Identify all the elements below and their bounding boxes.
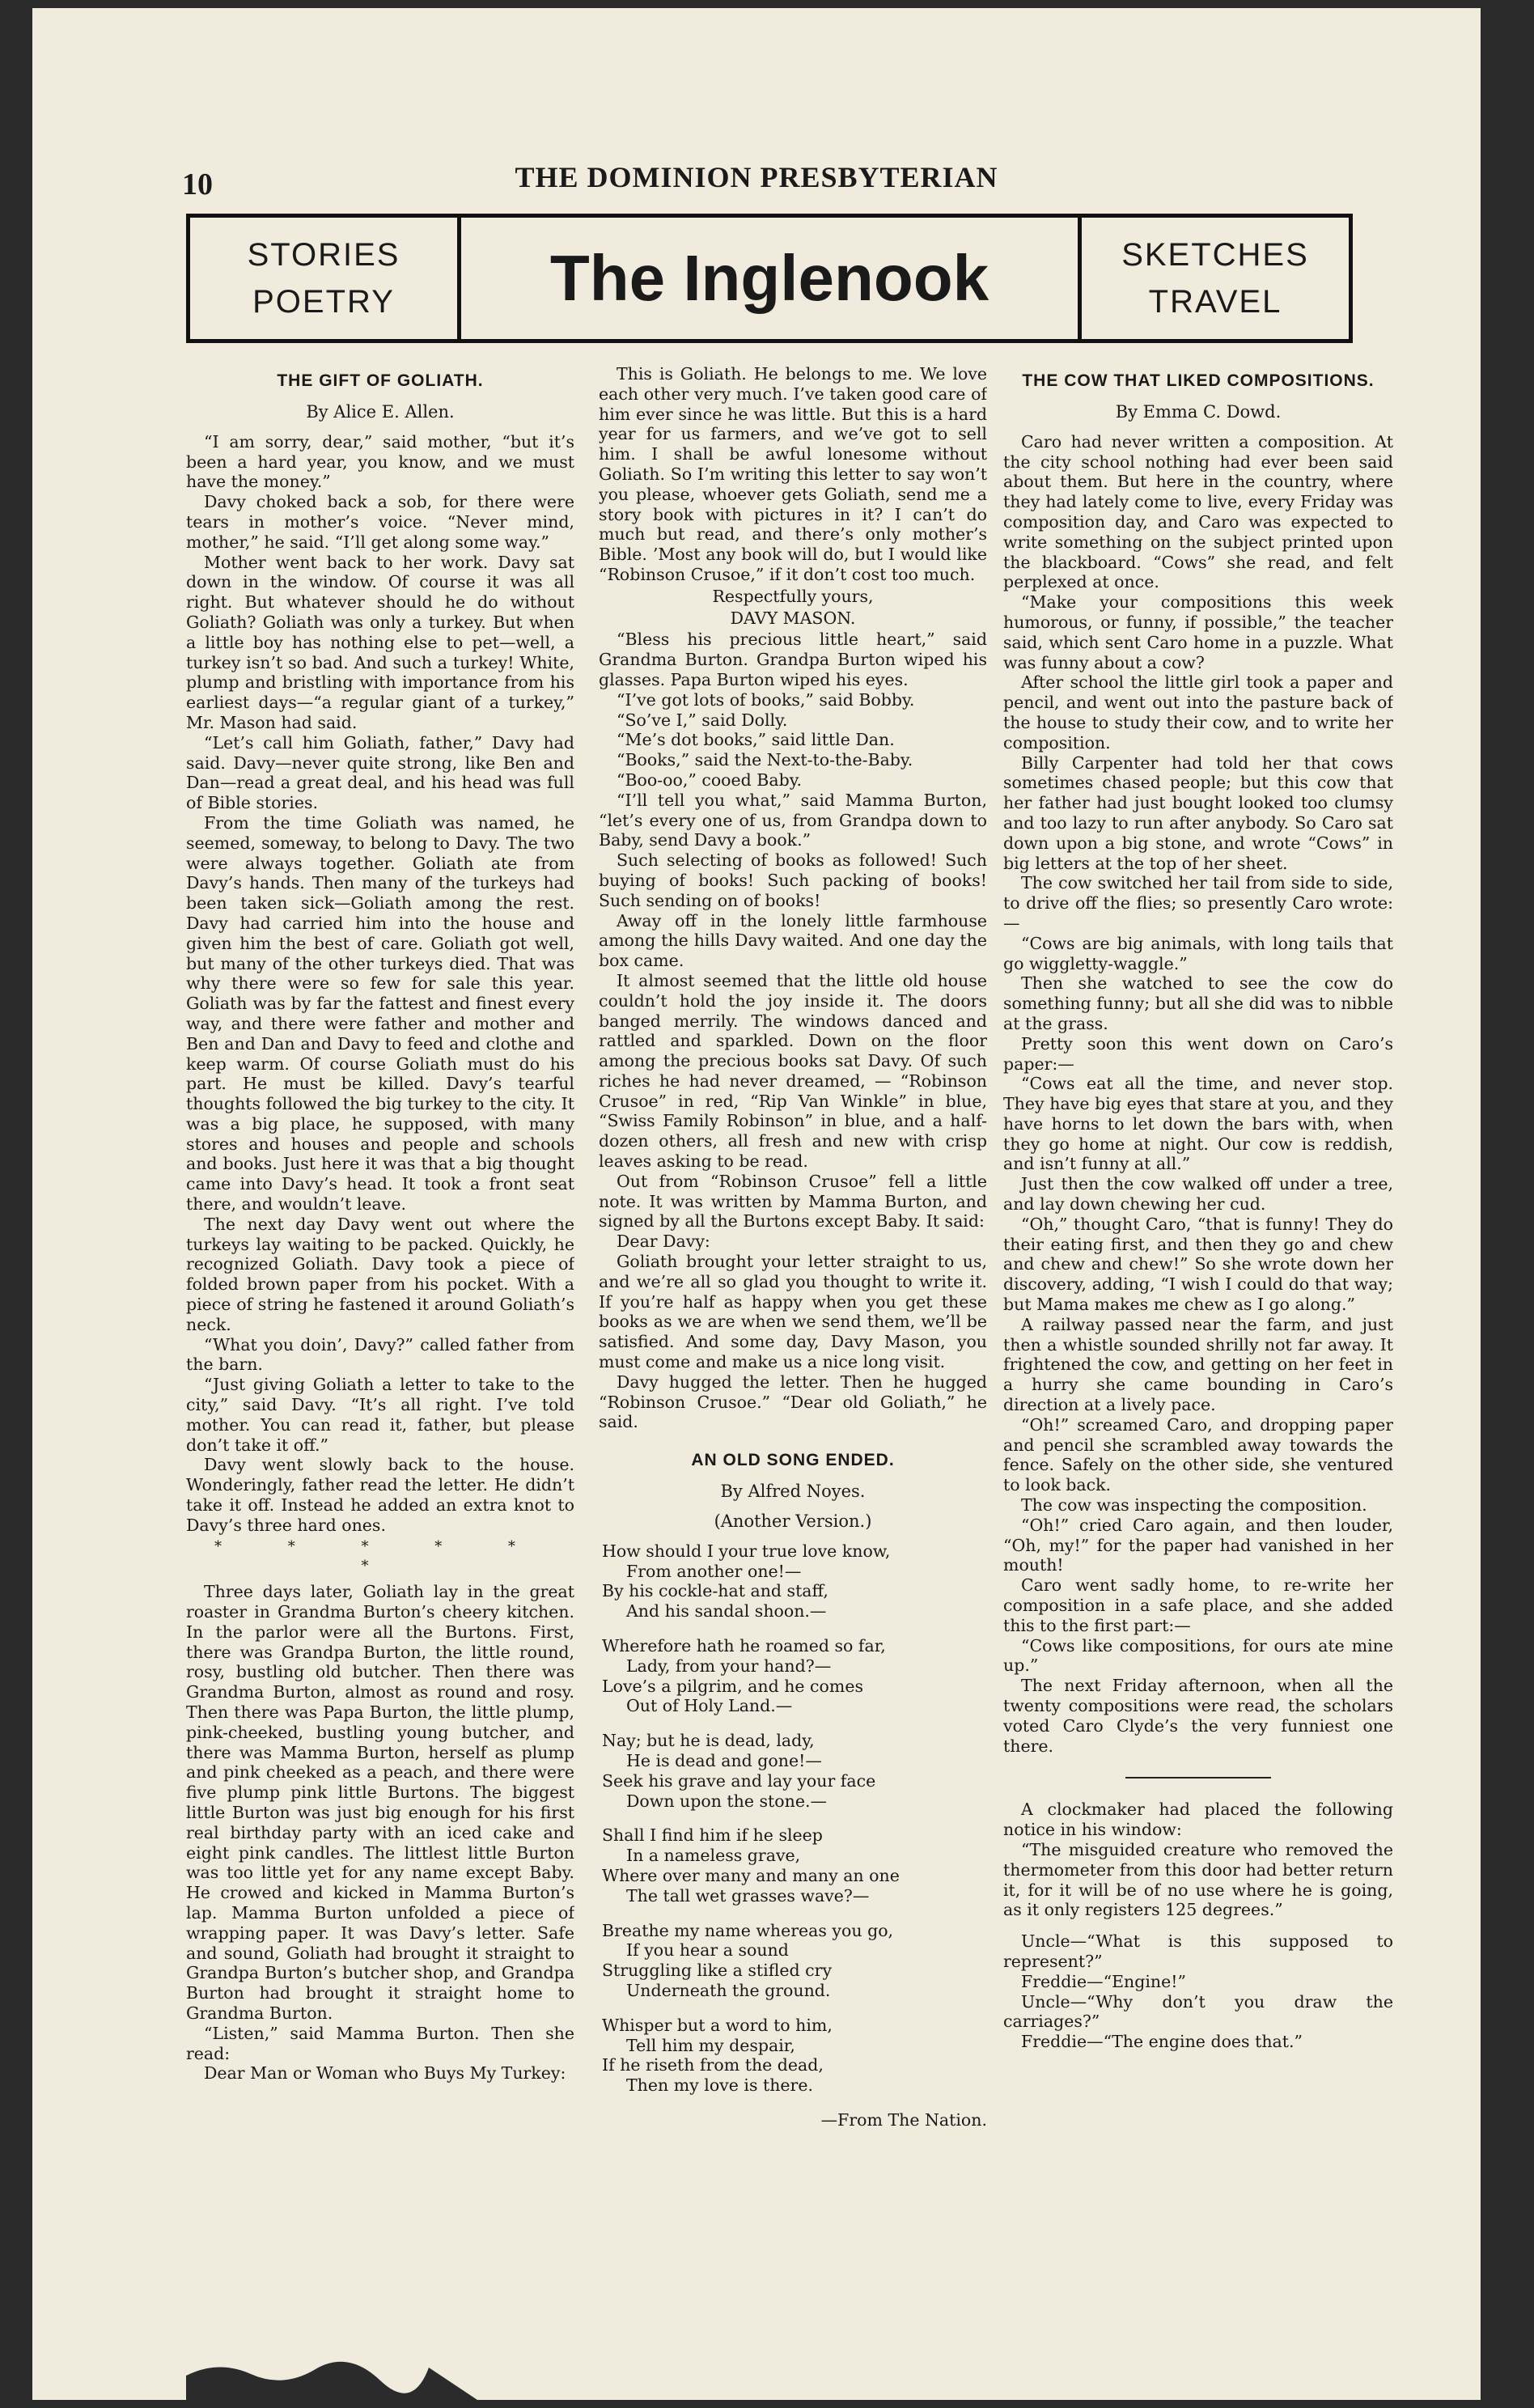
paragraph: “I am sorry, dear,” said mother, “but it’s been a hard year, you know, and we must have the money.” <box>186 431 574 492</box>
spacer <box>599 1432 987 1444</box>
poem-line: Underneath the ground. <box>626 1980 831 2000</box>
paragraph: Pretty soon this went down on Caro’s paper:— <box>1003 1033 1393 1074</box>
paragraph: “Books,” said the Next-to-the-Baby. <box>617 750 913 770</box>
paragraph: Caro went sadly home, to re-write her composition in a safe place, and she added this to the first part:— <box>1003 1575 1393 1635</box>
spacer <box>1003 1920 1393 1931</box>
poem-stanza <box>602 1825 987 1906</box>
newspaper-page <box>32 8 1481 2400</box>
paragraph: “Cows are big animals, with long tails that go wiggletty-waggle.” <box>1003 933 1393 973</box>
paragraph: “Let’s call him Goliath, father,” Davy had said. Davy—never quite strong, like Ben and Dan—read a great deal, and his head was full of Bible stories. <box>186 732 574 813</box>
paragraph: “Just giving Goliath a letter to take to the city,” said Davy. “It’s all right. I’ve told mother. You can read it, father, but please don’t take it off.” <box>186 1375 574 1455</box>
article-heading: THE COW THAT LIKED COMPOSITIONS. <box>1022 371 1375 390</box>
paragraph: Dear Davy: <box>617 1232 710 1252</box>
paragraph: This is Goliath. He belongs to me. We love each other very much. I’ve taken good care of him ever since he was little. But this is a hard year for us farmers, and we’ve got to sell him. I shall be awful lonesome without Goliath. So I’m writing this letter to say won’t you please, whoever gets Goliath, send me a story book with pictures in it? I can’t do much but read, and there’s only mother’s Bible. ’Most any book will do, but I would like “Robinson Crusoe,” if it don’t cost too much. <box>599 364 987 584</box>
letter-signoff: DAVY MASON. <box>730 608 856 628</box>
column-1 <box>186 364 574 2330</box>
paragraph: Davy hugged the letter. Then he hugged “Robinson Crusoe.” “Dear old Goliath,” he said. <box>599 1371 987 1432</box>
paragraph: “The misguided creature who removed the thermometer from this door had better return it, for it will be of no use where he is going, as it only registers 125 degrees.” <box>1003 1839 1393 1920</box>
banner-right <box>1078 218 1349 339</box>
section-title: The Inglenook <box>549 242 989 314</box>
paragraph: The cow was inspecting the composition. <box>1021 1495 1367 1516</box>
poem-line: Tell him my despair, <box>626 2035 795 2055</box>
paragraph: Mother went back to her work. Davy sat down in the window. Of course it was all right. But whatever should he do without Goliath? Goliath was only a turkey. But when a little boy has nothing else to pet—well, a turkey isn’t so bad. And such a turkey! White, plump and bristling with importance from his earliest days—“a regular giant of a turkey,” Mr. Mason had said. <box>186 552 574 732</box>
paragraph: Davy choked back a sob, for there were tears in mother’s voice. “Never mind, mother,” he said. “I’ll get along some way.” <box>186 492 574 552</box>
banner-left-line-1: STORIES <box>247 237 400 273</box>
paragraph: Davy went slowly back to the house. Wonderingly, father read the letter. He didn’t take it off. Instead he added an extra knot to Davy’s three hard ones. <box>186 1455 574 1535</box>
paragraph: “So’ve I,” said Dolly. <box>617 710 788 730</box>
column-3 <box>1003 364 1393 2330</box>
paragraph: From the time Goliath was named, he seemed, someway, to belong to Davy. The two were always together. Goliath ate from Davy’s hands. Then many of the turkeys had been taken sick—Goliath among the rest. Davy had carried him into the house and given him the best of care. Goliath got well, but many of the other turkeys died. That was why there were so few for sale this year. Goliath was by far the fattest and finest every way, and there were father and mother and Ben and Dan and Davy to feed and clothe and keep warm. Of course Goliath must do his part. He must be killed. Davy’s tearful thoughts followed the big turkey to the city. It was a big place, he supposed, with many stores and houses and people and schools and books. Just here it was that a big thought came into Davy’s head. It took a front seat there, and wouldn’t leave. <box>186 812 574 1215</box>
paragraph: “I’ve got lots of books,” said Bobby. <box>617 689 915 710</box>
paragraph: “Oh!” screamed Caro, and dropping paper and pencil she scrambled away towards the fence. Safely on the other side, she ventured to look back. <box>1003 1414 1393 1495</box>
paragraph: Dear Man or Woman who Buys My Turkey: <box>204 2063 566 2084</box>
poem-line: How should I your true love know, <box>602 1541 891 1561</box>
paragraph: “Boo-oo,” cooed Baby. <box>617 769 803 790</box>
poem-line: From another one!— <box>626 1561 802 1581</box>
banner-right-line-2: TRAVEL <box>1148 284 1282 320</box>
paragraph: Goliath brought your letter straight to us, and we’re all so glad you thought to write it. If you’re half as happy when you get these books as we are when we send them, we’ll be satisfied. And some day, Davy Mason, you must come and make us a nice long visit. <box>599 1252 987 1372</box>
page-number: 10 <box>182 167 213 201</box>
byline: By Emma C. Dowd. <box>1115 402 1282 422</box>
poem-line: Wherefore hath he roamed so far, <box>602 1636 886 1656</box>
paragraph: The cow switched her tail from side to side, to drive off the flies; so presently Caro wrote:— <box>1003 873 1393 933</box>
article-heading: AN OLD SONG ENDED. <box>691 1451 895 1470</box>
paragraph: A clockmaker had placed the following notice in his window: <box>1003 1800 1393 1840</box>
paragraph: Freddie—“The engine does that.” <box>1021 2032 1303 2052</box>
paragraph: “Cows eat all the time, and never stop. They have big eyes that stare at you, and they have horns to let down the bars with, when they go home at night. Our cow is reddish, and isn’t funny at all.” <box>1003 1074 1393 1174</box>
paragraph: “Cows like compositions, for ours ate mine up.” <box>1003 1635 1393 1676</box>
poem-stanza <box>602 1636 987 1716</box>
poem-line: Then my love is there. <box>626 2075 814 2096</box>
poem-line: Where over many and many an one <box>602 1865 900 1885</box>
byline: By Alice E. Allen. <box>306 402 455 422</box>
byline: (Another Version.) <box>714 1511 872 1532</box>
running-head: THE DOMINION PRESBYTERIAN <box>515 161 998 193</box>
poem-line: Love’s a pilgrim, and he comes <box>602 1676 863 1696</box>
section-banner <box>186 214 1353 343</box>
paragraph: Caro had never written a composition. At the city school nothing had ever been said about them. But here in the country, where they had lately come to live, every Friday was composition day, and Caro was expected to write something on the subject printed upon the blackboard. “Cows” she read, and felt perplexed at once. <box>1003 431 1393 592</box>
poem-line: In a nameless grave, <box>626 1846 801 1866</box>
paragraph: “I’ll tell you what,” said Mamma Burton, “let’s every one of us, from Grandpa down to Baby, send Davy a book.” <box>599 790 987 850</box>
poem-line: Nay; but he is dead, lady, <box>602 1731 815 1751</box>
poem-line: If you hear a sound <box>626 1940 789 1961</box>
paragraph: Uncle—“Why don’t you draw the carriages?” <box>1003 1991 1393 2032</box>
paragraph: “Me’s dot books,” said little Dan. <box>617 730 895 750</box>
poem-line: He is dead and gone!— <box>626 1751 822 1770</box>
paragraph: “Make your compositions this week humorous, or funny, if possible,” the teacher said, which sent Caro home in a puzzle. What was funny about a cow? <box>1003 592 1393 672</box>
column-2 <box>599 364 987 2330</box>
paragraph: “Bless his precious little heart,” said Grandma Burton. Grandpa Burton wiped his glasses. Papa Burton wiped his eyes. <box>599 630 987 689</box>
paragraph: The next day Davy went out where the turkeys lay waiting to be packed. Quickly, he recognized Goliath. Davy took a piece of folded brown paper from his pocket. With a piece of string he fastened it around Goliath’s neck. <box>186 1214 574 1334</box>
banner-left-line-2: POETRY <box>252 284 395 320</box>
paragraph: “Listen,” said Mamma Burton. Then she read: <box>186 2023 574 2063</box>
paragraph: Just then the cow walked off under a tree, and lay down chewing her cud. <box>1003 1174 1393 1215</box>
paragraph: A railway passed near the farm, and just then a whistle sounded shrilly not far away. It frightened the cow, and getting on her feet in a hurry she came bounding in Caro’s direction at a lively pace. <box>1003 1314 1393 1415</box>
poem-stanza <box>602 1541 987 1622</box>
paragraph: The next Friday afternoon, when all the twenty compositions were read, the scholars voted Caro Clyde’s the very funniest one there. <box>1003 1676 1393 1756</box>
paragraph: “What you doin’, Davy?” called father from the barn. <box>186 1334 574 1375</box>
poem-line: Out of Holy Land.— <box>626 1696 793 1716</box>
byline: By Alfred Noyes. <box>720 1482 866 1502</box>
letter-signoff: Respectfully yours, <box>712 586 874 606</box>
poem-stanza <box>602 2016 987 2096</box>
poem-source: —From The Nation. <box>820 2109 987 2130</box>
paragraph: Three days later, Goliath lay in the great roaster in Grandma Burton’s cheery kitchen. In the parlor were all the Burtons. First, there was Grandpa Burton, the little round, rosy, bustling old butcher. Then there was Grandma Burton, almost as round and rosy. Then there was Papa Burton, the little plump, pink-cheeked, bustling young butcher, and there was Mamma Burton, herself as plump and pink cheeked as a peach, and there were five plump pink little Burtons. The biggest little Burton was just big enough for his first real birthday party with an iced cake and eight pink candles. The littlest little Burton was too little yet for any name except Baby. He crowed and kicked in Mamma Burton’s lap. Mamma Burton unfolded a piece of wrapping paper. It was Davy’s letter. Safe and sound, Goliath had brought it straight to Grandpa Burton’s butcher shop, and Grandpa Burton had brought it straight home to Grandma Burton. <box>186 1582 574 2023</box>
poem-line: Whisper but a word to him, <box>602 2015 833 2035</box>
section-break: * * * * * * <box>214 1537 546 1575</box>
article-heading: THE GIFT OF GOLIATH. <box>277 371 484 390</box>
torn-page-edge <box>186 2351 477 2400</box>
paragraph: Freddie—“Engine!” <box>1021 1971 1186 1991</box>
poem-line: Breathe my name whereas you go, <box>602 1920 894 1940</box>
paragraph: Billy Carpenter had told her that cows sometimes chased people; but this cow that her father had just bought looked too clumsy and too lazy to run after anybody. So Caro sat down upon a big stone, and wrote “Cows” in big letters at the top of her sheet. <box>1003 752 1393 873</box>
divider-rule <box>1125 1777 1271 1778</box>
banner-left <box>190 218 461 339</box>
poem-stanza <box>602 1731 987 1811</box>
paragraph: After school the little girl took a paper and pencil, and went out into the pasture back of the house to study their cow, and to write her composition. <box>1003 672 1393 752</box>
paragraph: Away off in the lonely little farmhouse among the hills Davy waited. And one day the box came. <box>599 910 987 971</box>
poem-line: Seek his grave and lay your face <box>602 1770 876 1791</box>
paragraph: Such selecting of books as followed! Such buying of books! Such packing of books! Such sending on of books! <box>599 850 987 910</box>
paragraph: “Oh!” cried Caro again, and then louder, “Oh, my!” for the paper had vanished in her mouth! <box>1003 1515 1393 1575</box>
poem-line: If he riseth from the dead, <box>602 2055 824 2075</box>
paragraph: Then she watched to see the cow do something funny; but all she did was to nibble at the grass. <box>1003 973 1393 1033</box>
paragraph: “Oh,” thought Caro, “that is funny! They do their eating first, and then they go and chew and chew and chew!” So she wrote down her discovery, adding, “I wish I could do that way; but Mama makes me chew as I go along.” <box>1003 1214 1393 1315</box>
poem-line: By his cockle-hat and staff, <box>602 1581 828 1601</box>
paragraph: It almost seemed that the little old house couldn’t hold the joy inside it. The doors banged merrily. The windows danced and rattled and sparkled. Down on the floor among the precious books sat Davy. Of such riches he had never dreamed, — “Robinson Crusoe” in red, “Rip Van Winkle” in blue, “Swiss Family Robinson” in blue, and a half-dozen others, all fresh and new with crisp leaves asking to be read. <box>599 970 987 1172</box>
poem-line: And his sandal shoon.— <box>626 1601 827 1622</box>
poem-line: Lady, from your hand?— <box>626 1656 832 1676</box>
paragraph: Uncle—“What is this supposed to represent?” <box>1003 1931 1393 1971</box>
banner-right-line-1: SKETCHES <box>1121 237 1309 273</box>
poem-line: Down upon the stone.— <box>626 1791 827 1811</box>
poem-stanza <box>602 1921 987 2001</box>
poem-line: The tall wet grasses wave?— <box>626 1885 870 1906</box>
poem-line: Shall I find him if he sleep <box>602 1825 823 1846</box>
paragraph: Out from “Robinson Crusoe” fell a little note. It was written by Mamma Burton, and signed by all the Burtons except Baby. It said: <box>599 1171 987 1232</box>
poem-line: Struggling like a stifled cry <box>602 1961 833 1981</box>
